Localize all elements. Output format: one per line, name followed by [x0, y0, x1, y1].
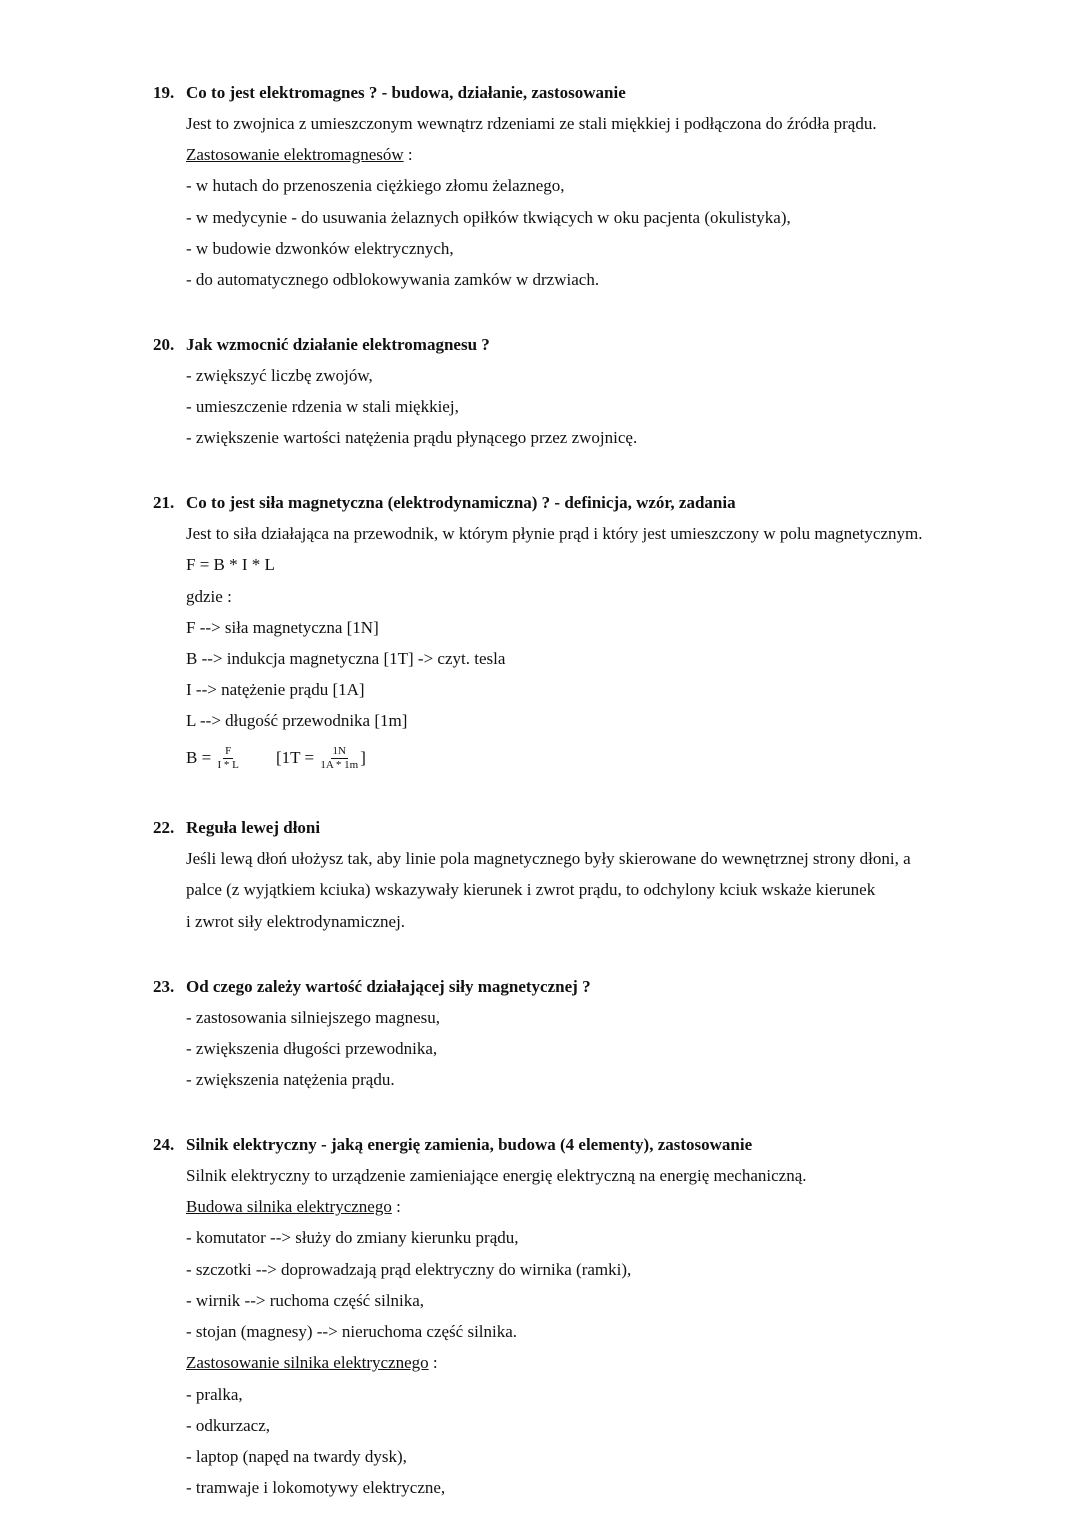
q24-intro: Silnik elektryczny to urządzenie zamieniające energię elektryczną na energię mechaniczną. — [186, 1166, 807, 1185]
q19-subheading — [186, 145, 413, 165]
q19-item: - do automatycznego odblokowywania zamków w drzwiach. — [186, 270, 600, 289]
unit-close: ] — [360, 748, 366, 767]
fraction-numerator: F — [225, 744, 232, 757]
q22-number: 22. — [153, 818, 175, 837]
q19-item: - w budowie dzwonków elektrycznych, — [186, 239, 454, 258]
q24-build-label: Budowa silnika elektrycznego — [186, 1197, 392, 1216]
q21-heading — [153, 493, 736, 513]
q23-item: - zwiększenia długości przewodnika, — [186, 1039, 438, 1058]
q21-formula: F = B * I * L — [186, 555, 275, 574]
q21-where: gdzie : — [186, 587, 232, 606]
q24-title: Silnik elektryczny - jaką energię zamienia, budowa (4 elementy), zastosowanie — [186, 1135, 753, 1154]
q24-use-heading — [186, 1353, 438, 1373]
q20-heading — [153, 335, 490, 355]
q22-line: palce (z wyjątkiem kciuka) wskazywały kierunek i zwrot prądu, to odchylony kciuk wskaże kierunek — [186, 880, 876, 899]
q23-heading — [153, 977, 591, 997]
q24-build-item: - komutator --> służy do zmiany kierunku prądu, — [186, 1228, 519, 1247]
fraction-unit — [318, 745, 360, 772]
q24-build-colon: : — [391, 1197, 401, 1216]
unit-numerator: 1N — [332, 744, 346, 757]
q21-title: Co to jest siła magnetyczna (elektrodynamiczna) ? - definicja, wzór, zadania — [186, 493, 736, 512]
unit-denominator: 1A * 1m — [320, 758, 359, 771]
q24-use-label: Zastosowanie silnika elektrycznego — [186, 1353, 429, 1372]
q24-use-colon: : — [428, 1353, 438, 1372]
q21-number: 21. — [153, 493, 175, 512]
q24-use-item: - pralka, — [186, 1385, 243, 1404]
q23-item: - zastosowania silniejszego magnesu, — [186, 1008, 440, 1027]
q24-build-item: - wirnik --> ruchoma część silnika, — [186, 1291, 425, 1310]
q23-title: Od czego zależy wartość działającej siły magnetycznej ? — [186, 977, 591, 996]
q23-item: - zwiększenia natężenia prądu. — [186, 1070, 395, 1089]
fraction-lhs: B = — [186, 748, 212, 767]
q19-item: - w medycynie - do usuwania żelaznych opiłków tkwiących w oku pacjenta (okulistyka), — [186, 208, 791, 227]
fraction-f-over-il — [215, 745, 240, 772]
q19-number: 19. — [153, 83, 175, 102]
q22-heading — [153, 818, 320, 838]
q21-variable: L --> długość przewodnika [1m] — [186, 711, 408, 730]
fraction-denominator: I * L — [217, 758, 239, 771]
tesla-unit-fraction — [276, 740, 366, 776]
q20-title: Jak wzmocnić działanie elektromagnesu ? — [186, 335, 490, 354]
q24-heading — [153, 1135, 752, 1155]
q24-use-item: - tramwaje i lokomotywy elektryczne, — [186, 1478, 446, 1497]
b-equals-fraction — [186, 740, 241, 776]
q21-variable: F --> siła magnetyczna [1N] — [186, 618, 379, 637]
q21-variable: I --> natężenie prądu [1A] — [186, 680, 365, 699]
q23-number: 23. — [153, 977, 175, 996]
q24-number: 24. — [153, 1135, 175, 1154]
q22-title: Reguła lewej dłoni — [186, 818, 321, 837]
q20-number: 20. — [153, 335, 175, 354]
q20-item: - umieszczenie rdzenia w stali miękkiej, — [186, 397, 459, 416]
q19-heading — [153, 83, 626, 103]
q24-use-item: - laptop (napęd na twardy dysk), — [186, 1447, 407, 1466]
q20-item: - zwiększyć liczbę zwojów, — [186, 366, 373, 385]
q21-variable: B --> indukcja magnetyczna [1T] -> czyt. tesla — [186, 649, 506, 668]
q19-item: - w hutach do przenoszenia ciężkiego złomu żelaznego, — [186, 176, 565, 195]
q19-intro: Jest to zwojnica z umieszczonym wewnątrz rdzeniami ze stali miękkiej i podłączona do źródła prądu. — [186, 114, 877, 133]
q22-line: i zwrot siły elektrodynamicznej. — [186, 912, 406, 931]
q21-intro: Jest to siła działająca na przewodnik, w którym płynie prąd i który jest umieszczony w polu magnetycznym. — [186, 524, 923, 543]
q19-subheading-label: Zastosowanie elektromagnesów — [186, 145, 404, 164]
q24-use-item: - odkurzacz, — [186, 1416, 271, 1435]
q24-build-item: - stojan (magnesy) --> nieruchoma część silnika. — [186, 1322, 518, 1341]
q24-build-item: - szczotki --> doprowadzają prąd elektryczny do wirnika (ramki), — [186, 1260, 632, 1279]
q19-title: Co to jest elektromagnes ? - budowa, działanie, zastosowanie — [186, 83, 626, 102]
q20-item: - zwiększenie wartości natężenia prądu płynącego przez zwojnicę. — [186, 428, 638, 447]
q19-subheading-colon: : — [403, 145, 413, 164]
q22-line: Jeśli lewą dłoń ułożysz tak, aby linie pola magnetycznego były skierowane do wewnętrznej strony dłoni, a — [186, 849, 911, 868]
q24-build-heading — [186, 1197, 401, 1217]
unit-open: [1T = — [276, 748, 315, 767]
